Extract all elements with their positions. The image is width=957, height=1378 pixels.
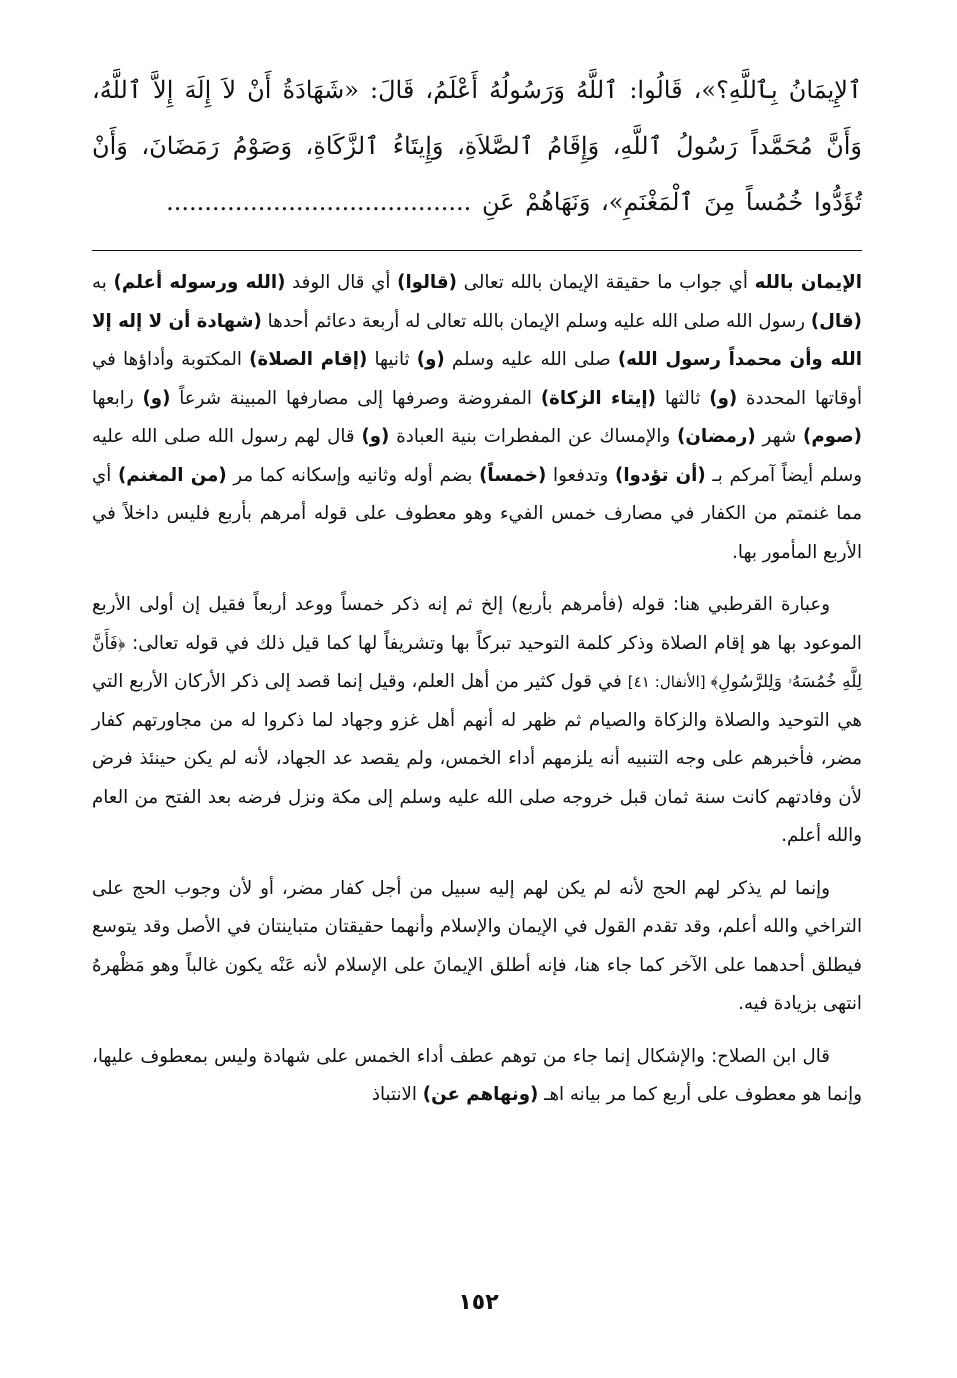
text-run: بضم أوله وثانيه وإسكانه كما مر xyxy=(226,464,480,486)
commentary-paragraph-4 xyxy=(92,1038,862,1115)
text-run: أي مما غنمتم من الكفار في مصارف خمس الفيء وهو معطوف على قوله أمرهم بأربع فليس داخلاً في الأربع المأمور بها. xyxy=(92,464,862,563)
hadith-continuation-dots: ........................................ xyxy=(166,188,472,216)
bold-keyword: (صوم) xyxy=(803,426,862,447)
text-run: به xyxy=(92,272,114,293)
text-run: قال ابن الصلاح: والإشكال إنما جاء من توهم عطف أداء الخمس على شهادة وليس بمعطوف عليها، وإنما هو معطوف على أربع كما مر بيانه اهـ xyxy=(92,1045,862,1105)
bold-keyword: (إيتاء الزكاة) xyxy=(540,387,656,409)
bold-keyword: (و) xyxy=(361,426,390,447)
text-run: رابعها xyxy=(92,387,143,409)
text-run: أي قال الوفد xyxy=(285,272,398,293)
text-run: قال لهم رسول الله صلى الله عليه وسلم أيضاً آمركم بـ xyxy=(92,426,862,486)
text-run: وتدفعوا xyxy=(546,464,616,486)
text-run: شهر xyxy=(755,426,804,447)
bold-keyword: (و) xyxy=(142,387,171,409)
text-run: وعبارة القرطبي هنا: قوله (فأمرهم بأربع) إلخ ثم إنه ذكر خمساً ووعد أربعاً فقيل إن أولى الأربع الموعود بها هو إقام الصلاة وذكر كلمة التوحيد تبركاً بها وتشريفاً لها كما قيل ذلك في قوله تعالى: xyxy=(92,594,862,654)
bold-keyword: (من المغنم) xyxy=(117,464,227,486)
bold-keyword: (و) xyxy=(416,349,445,370)
bold-keyword: (ونهاهم عن) xyxy=(422,1084,539,1105)
commentary-paragraph-2 xyxy=(92,586,862,856)
text-run: في قول كثير من أهل العلم، وقيل إنما قصد إلى ذكر الأركان الأربع التي هي التوحيد والصلاة والزكاة والصيام ثم ظهر له أنهم أهل غزو وجهاد لما ذكروا له من مجاورتهم كفار مضر، فأخبرهم على وجه التنبيه أنه يلزمهم أداء الخمس، ولم يقصد عد الجهاد، لأنه لم يكن حينئذ فرض لأن وفادتهم كانت سنة ثمان قبل خروجه صلى الله عليه وسلم إلى مكة ونزل فرضه بعد الفتح من العام والله أعلم. xyxy=(92,671,862,846)
bold-keyword: (أن تؤدوا) xyxy=(615,464,706,486)
text-run: الانتباذ xyxy=(371,1084,423,1105)
text-run: ثانيها xyxy=(367,349,417,370)
text-run: المفروضة وصرفها إلى مصارفها المبينة شرعاً xyxy=(170,387,541,409)
bold-keyword: (قالوا) xyxy=(397,272,457,293)
text-run: أي جواب ما حقيقة الإيمان بالله تعالى xyxy=(456,272,755,293)
text-run: والإمساك عن المفطرات بنية العبادة xyxy=(389,426,678,447)
bold-keyword: (إقام الصلاة) xyxy=(249,349,368,370)
bold-keyword: (قال) xyxy=(810,310,862,332)
quran-verse: ﴿فَأَنَّ لِلَّهِ خُمُسَهُۥ وَلِلرَّسُولِ﴾ xyxy=(92,633,863,692)
commentary xyxy=(92,264,862,1115)
bold-keyword: (و) xyxy=(709,387,738,409)
bold-keyword: (رمضان) xyxy=(677,426,756,447)
bold-keyword: (شهادة أن لا إله إلا الله وأن محمداً رسول الله) xyxy=(92,310,862,370)
bold-keyword: (خمساً) xyxy=(479,464,547,486)
hadith-text xyxy=(92,62,862,230)
text-run: رسول الله صلى الله عليه وسلم الإيمان بالله تعالى له أربعة دعائم أحدها xyxy=(261,310,811,332)
verse-reference: [الأنفال: ٤١] xyxy=(627,673,711,691)
commentary-paragraph-3 xyxy=(92,870,862,1024)
text-run: ثالثها xyxy=(655,387,710,409)
separator-line xyxy=(92,250,862,251)
hadith-body: ٱلإِيمَانُ بِٱللَّهِ؟»، قَالُوا: ٱللَّهُ وَرَسُولُهُ أَعْلَمُ، قَالَ: «شَهَادَةُ أَنْ لاَ إِلَهَ إِلاَّ ٱللَّهُ، وَأَنَّ مُحَمَّداً رَسُولُ ٱللَّهِ، وَإِقَامُ ٱلصَّلاَةِ، وَإِيتَاءُ ٱلزَّكَاةِ، وَصَوْمُ رَمَضَانَ، وَأَنْ تُؤَدُّوا خُمُساً مِنَ ٱلْمَغْنَمِ»، وَنَهَاهُمْ عَنِ xyxy=(92,76,862,216)
page-number: ١٥٢ xyxy=(458,1290,499,1315)
text-run: المكتوبة وأداؤها في أوقاتها المحددة xyxy=(92,349,862,409)
bold-keyword: (الله ورسوله أعلم) xyxy=(113,272,286,293)
commentary-paragraph-1 xyxy=(92,264,862,572)
text-run: وإنما لم يذكر لهم الحج لأنه لم يكن لهم إليه سبيل من أجل كفار مضر، أو لأن وجوب الحج على التراخي والله أعلم، وقد تقدم القول في الإيمان والإسلام وأنهما حقيقتان متباينتان في الأصل وقد يتوسع فيطلق أحدهما على الآخر كما جاء هنا، فإنه أطلق الإيمانَ على الإسلام لأنه عَنْه يكون غالباً وهو مَظْهرهُ انتهى بزيادة فيه. xyxy=(92,877,862,1014)
text-run: صلى الله عليه وسلم xyxy=(444,349,618,370)
bold-keyword: الإيمان بالله xyxy=(754,272,862,293)
